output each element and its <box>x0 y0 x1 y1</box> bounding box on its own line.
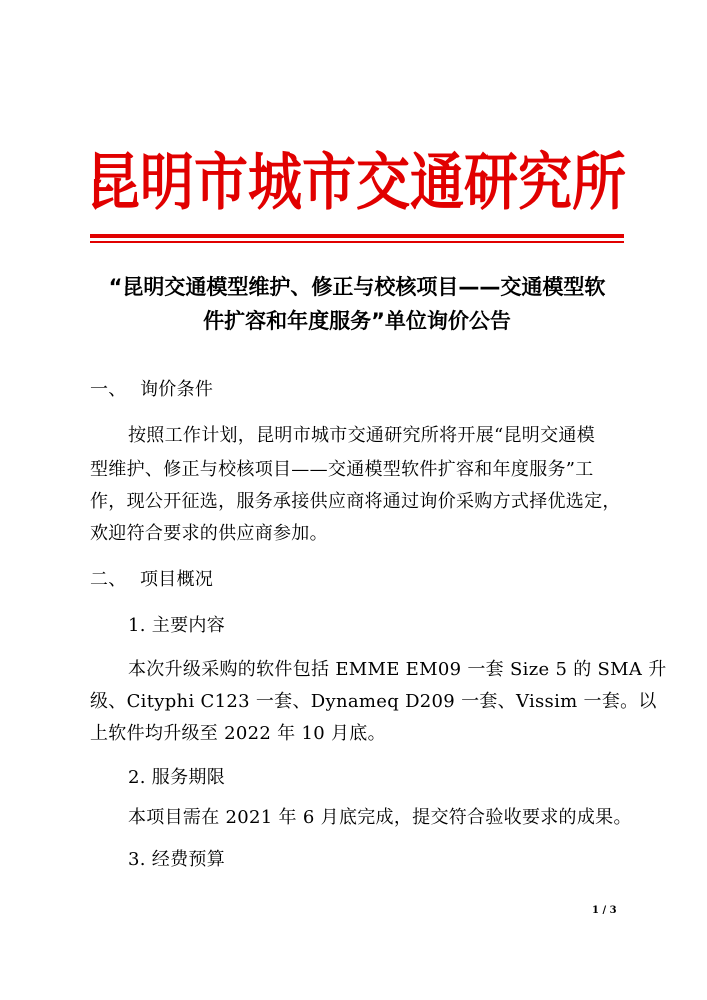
paragraph-line: 作，现公开征选，服务承接供应商将通过询价采购方式择优选定， <box>90 491 621 512</box>
subsection-heading-service-period: 2. 服务期限 <box>128 767 225 788</box>
paragraph-line: 本项目需在 2021 年 6 月底完成，提交符合验收要求的成果。 <box>128 807 632 828</box>
subsection-heading-main-content: 1. 主要内容 <box>128 615 225 636</box>
section-heading-overview <box>90 568 630 592</box>
section-heading-text: 项目概况 <box>140 569 214 590</box>
section-number: 二、 <box>90 569 127 590</box>
section-number: 一、 <box>90 379 127 400</box>
page-number: 1 / 3 <box>592 905 617 916</box>
paragraph-line: 按照工作计划，昆明市城市交通研究所将开展“昆明交通模 <box>128 425 595 446</box>
paragraph-line: 型维护、修正与校核项目——交通模型软件扩容和年度服务”工 <box>90 459 594 480</box>
organization-header: 昆明市城市交通研究所 <box>86 144 626 219</box>
paragraph-line: 上软件均升级至 2022 年 10 月底。 <box>90 723 386 744</box>
document-title <box>90 270 624 338</box>
header-rule-thin <box>90 241 624 243</box>
document-title-line-2: 件扩容和年度服务”单位询价公告 <box>203 309 511 333</box>
paragraph-line: 欢迎符合要求的供应商参加。 <box>90 523 328 544</box>
document-title-line-1: “昆明交通模型维护、修正与校核项目——交通模型软 <box>108 275 606 299</box>
section-heading-conditions <box>90 378 630 402</box>
header-rule-thick <box>90 234 624 238</box>
subsection-heading-budget: 3. 经费预算 <box>128 849 225 870</box>
paragraph-line: 级、Cityphi C123 一套、Dynameq D209 一套、Vissim 一套。以 <box>90 691 657 712</box>
section-heading-text: 询价条件 <box>140 379 214 400</box>
paragraph-line: 本次升级采购的软件包括 EMME EM09 一套 Size 5 的 SMA 升 <box>128 659 667 680</box>
